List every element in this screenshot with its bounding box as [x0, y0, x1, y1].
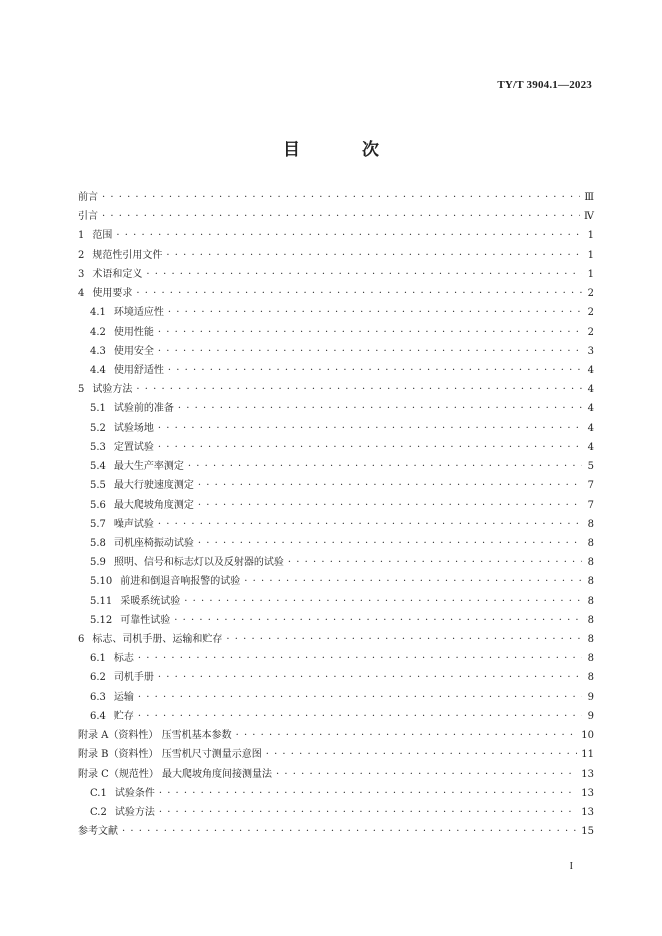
toc-entry-page: 13 [581, 787, 594, 799]
toc-leader-dots [102, 188, 580, 207]
toc-entry[interactable] [78, 688, 594, 707]
toc-entry[interactable] [78, 246, 594, 265]
toc-entry[interactable] [78, 399, 594, 418]
toc-entry-number: 6.2 [90, 672, 106, 684]
toc-leader-dots [168, 361, 582, 380]
toc-entry[interactable] [78, 630, 594, 649]
toc-leader-dots [102, 207, 580, 226]
toc-leader-dots [116, 226, 582, 245]
toc-entry-number: 5.11 [90, 595, 113, 607]
toc-leader-dots [146, 265, 582, 284]
toc-entry-title: 可靠性试验 [120, 614, 171, 626]
toc-leader-dots [136, 284, 582, 303]
toc-entry[interactable] [78, 457, 594, 476]
page-folio: I [569, 861, 573, 872]
toc-leader-dots [138, 649, 582, 668]
toc-entry-number: 2 [78, 249, 85, 261]
toc-entry-page: 1 [587, 268, 594, 280]
toc-entry-number: 5 [78, 384, 85, 396]
toc-entry[interactable] [78, 438, 594, 457]
toc-entry-title: 环境适应性 [113, 307, 164, 319]
toc-entry-title: 试验前的准备 [113, 403, 174, 415]
toc-entry-number: 4.1 [90, 307, 106, 319]
toc-entry-page: 13 [581, 768, 594, 780]
toc-entry-page: 1 [587, 249, 594, 261]
toc-entry[interactable] [78, 668, 594, 687]
toc-entry-title: 照明、信号和标志灯以及反射器的试验 [113, 557, 284, 569]
toc-entry[interactable] [78, 496, 594, 515]
toc-entry-title: 试验条件 [114, 787, 155, 799]
toc-entry-number: 6.4 [90, 710, 106, 722]
toc-entry-title: 最大爬坡角度测定 [113, 499, 194, 511]
toc-entry-title: 使用性能 [113, 326, 154, 338]
toc-entry-page: 2 [587, 326, 594, 338]
toc-leader-dots [138, 688, 582, 707]
toc-entry-title: 试验场地 [113, 422, 154, 434]
toc-entry-title: 前言 [78, 192, 98, 203]
toc-entry-number: 5.1 [90, 403, 106, 415]
toc-entry-page: 13 [581, 807, 594, 818]
toc-leader-dots [158, 342, 582, 361]
toc-entry[interactable] [78, 419, 594, 438]
toc-entry[interactable] [78, 803, 594, 822]
toc-entry[interactable] [78, 188, 594, 207]
toc-entry-number: 5.5 [90, 480, 106, 492]
toc-leader-dots [158, 668, 582, 687]
toc-entry-page: 4 [587, 422, 594, 434]
toc-entry-number: 4.3 [90, 345, 106, 357]
page-title: 目 次 [283, 140, 407, 160]
toc-entry-page: 4 [587, 441, 594, 453]
toc-entry-title: 最大生产率测定 [113, 461, 184, 473]
toc-entry-number: C.1 [90, 787, 107, 799]
toc-entry-title: 前进和倒退音响报警的试验 [120, 576, 241, 588]
toc-entry[interactable] [78, 745, 594, 764]
toc-entry-page: 2 [587, 307, 594, 319]
toc-entry[interactable] [78, 707, 594, 726]
toc-entry-number: 3 [78, 268, 85, 280]
toc-entry-title: 定置试验 [113, 441, 154, 453]
toc-leader-dots [288, 553, 582, 572]
toc-entry-number: 5.8 [90, 537, 106, 549]
toc-entry-page: 8 [587, 634, 594, 646]
toc-entry[interactable] [78, 572, 594, 591]
toc-entry[interactable] [78, 534, 594, 553]
toc-entry[interactable] [78, 784, 594, 803]
toc-leader-dots [184, 592, 582, 611]
toc-entry-title: 标志、司机手册、运输和贮存 [92, 634, 223, 646]
toc-entry[interactable] [78, 380, 594, 399]
toc-entry-title: 附录 A（资料性） 压雪机基本参数 [78, 730, 232, 742]
toc-entry-number: 6.1 [90, 653, 106, 665]
toc-entry-page: 5 [587, 461, 594, 473]
toc-entry-number: 5.6 [90, 499, 106, 511]
toc-entry-number: 5.2 [90, 422, 106, 434]
toc-entry-number: 4.2 [90, 326, 106, 338]
toc-entry-title: 使用要求 [92, 288, 133, 300]
toc-entry-number: 6.3 [90, 691, 106, 703]
toc-entry-page: Ⅲ [584, 192, 594, 203]
toc-entry-title: 试验方法 [92, 384, 133, 396]
toc-leader-dots [178, 399, 582, 418]
toc-entry[interactable] [78, 207, 594, 226]
toc-entry-page: 3 [587, 345, 594, 357]
toc-leader-dots [266, 745, 578, 764]
toc-entry[interactable] [78, 226, 594, 245]
toc-entry-page: 8 [587, 557, 594, 569]
toc-entry-page: 15 [581, 826, 594, 838]
toc-entry-page: 8 [587, 653, 594, 665]
toc-entry-page: 8 [587, 537, 594, 549]
toc-entry-page: 2 [587, 288, 594, 300]
toc-entry-page: 7 [587, 499, 594, 511]
toc-leader-dots [159, 803, 577, 822]
toc-entry-number: 5.4 [90, 461, 106, 473]
toc-entry-page: 4 [587, 384, 594, 396]
toc-entry[interactable] [78, 592, 594, 611]
toc-entry-number: 5.9 [90, 557, 106, 569]
toc-entry-page: 10 [581, 730, 594, 742]
toc-entry[interactable] [78, 649, 594, 668]
toc-leader-dots [226, 630, 582, 649]
toc-entry-title: 范围 [92, 230, 113, 242]
toc-leader-dots [136, 380, 582, 399]
toc-entry[interactable] [78, 303, 594, 322]
toc-entry-title: 使用舒适性 [113, 364, 164, 376]
toc-entry-page: 8 [587, 576, 594, 588]
toc-leader-dots [276, 765, 577, 784]
toc-entry[interactable] [78, 342, 594, 361]
toc-entry-title: 引言 [78, 211, 98, 223]
toc-entry-number: 5.3 [90, 441, 106, 453]
toc-entry-title: 采暖系统试验 [120, 595, 181, 607]
standard-code: TY/T 3904.1—2023 [497, 79, 592, 91]
toc-entry-title: 规范性引用文件 [92, 249, 163, 261]
toc-entry[interactable] [78, 822, 594, 841]
toc-leader-dots [174, 611, 582, 630]
toc-entry-title: 最大行驶速度测定 [113, 480, 194, 492]
toc-leader-dots [198, 534, 582, 553]
toc-entry-number: 5.12 [90, 614, 113, 626]
toc-entry-page: 4 [587, 364, 594, 376]
toc-entry-number: 6 [78, 634, 85, 646]
toc-entry-title: 噪声试验 [113, 518, 154, 530]
toc-leader-dots [244, 572, 582, 591]
toc-entry[interactable] [78, 265, 594, 284]
toc-leader-dots [236, 726, 578, 745]
toc-entry-title: 使用安全 [113, 345, 154, 357]
toc-entry[interactable] [78, 476, 594, 495]
toc-leader-dots [168, 303, 582, 322]
toc-entry-page: 9 [587, 691, 594, 703]
toc-entry-page: 1 [587, 230, 594, 242]
toc-entry-page: 4 [587, 403, 594, 415]
toc-entry-title: 司机座椅振动试验 [113, 537, 194, 549]
toc-entry-page: 8 [587, 518, 594, 530]
toc-leader-dots [158, 438, 582, 457]
toc-entry-number: 1 [78, 230, 85, 242]
toc-leader-dots [138, 707, 582, 726]
toc-entry-title: 标志 [113, 653, 134, 665]
toc-leader-dots [122, 822, 577, 841]
toc-entry-title: 附录 C（规范性） 最大爬坡角度间接测量法 [78, 768, 273, 780]
toc-leader-dots [158, 419, 582, 438]
toc-entry-title: 贮存 [113, 710, 134, 722]
toc-entry[interactable] [78, 284, 594, 303]
toc-entry[interactable] [78, 553, 594, 572]
toc-entry-page: 8 [587, 614, 594, 626]
toc-entry[interactable] [78, 323, 594, 342]
toc-leader-dots [158, 323, 582, 342]
toc-leader-dots [198, 496, 582, 515]
toc-entry-page: 11 [581, 749, 594, 761]
toc-entry-title: 参考文献 [78, 826, 118, 838]
toc-entry[interactable] [78, 611, 594, 630]
toc-entry-page: 8 [587, 672, 594, 684]
toc-entry[interactable] [78, 726, 594, 745]
toc-entry-number: 4 [78, 288, 85, 300]
toc-entry-number: 4.4 [90, 364, 106, 376]
toc-entry-page: 9 [587, 710, 594, 722]
toc-leader-dots [166, 246, 582, 265]
toc-leader-dots [158, 515, 582, 534]
toc-entry-page: 7 [587, 480, 594, 492]
toc-leader-dots [159, 784, 577, 803]
toc-entry-title: 运输 [113, 691, 134, 703]
toc-entry-number: C.2 [90, 807, 107, 818]
toc-leader-dots [198, 476, 582, 495]
toc-entry-number: 5.10 [90, 576, 113, 588]
toc-entry-number: 5.7 [90, 518, 106, 530]
table-of-contents [78, 188, 594, 841]
toc-entry[interactable] [78, 515, 594, 534]
toc-entry-title: 附录 B（资料性） 压雪机尺寸测量示意图 [78, 749, 262, 761]
toc-entry-page: Ⅳ [584, 211, 594, 223]
toc-entry-page: 8 [587, 595, 594, 607]
toc-entry[interactable] [78, 361, 594, 380]
toc-entry-title: 司机手册 [113, 672, 154, 684]
toc-entry[interactable] [78, 765, 594, 784]
toc-entry-title: 术语和定义 [92, 268, 143, 280]
toc-entry-title: 试验方法 [114, 807, 155, 818]
toc-leader-dots [188, 457, 582, 476]
